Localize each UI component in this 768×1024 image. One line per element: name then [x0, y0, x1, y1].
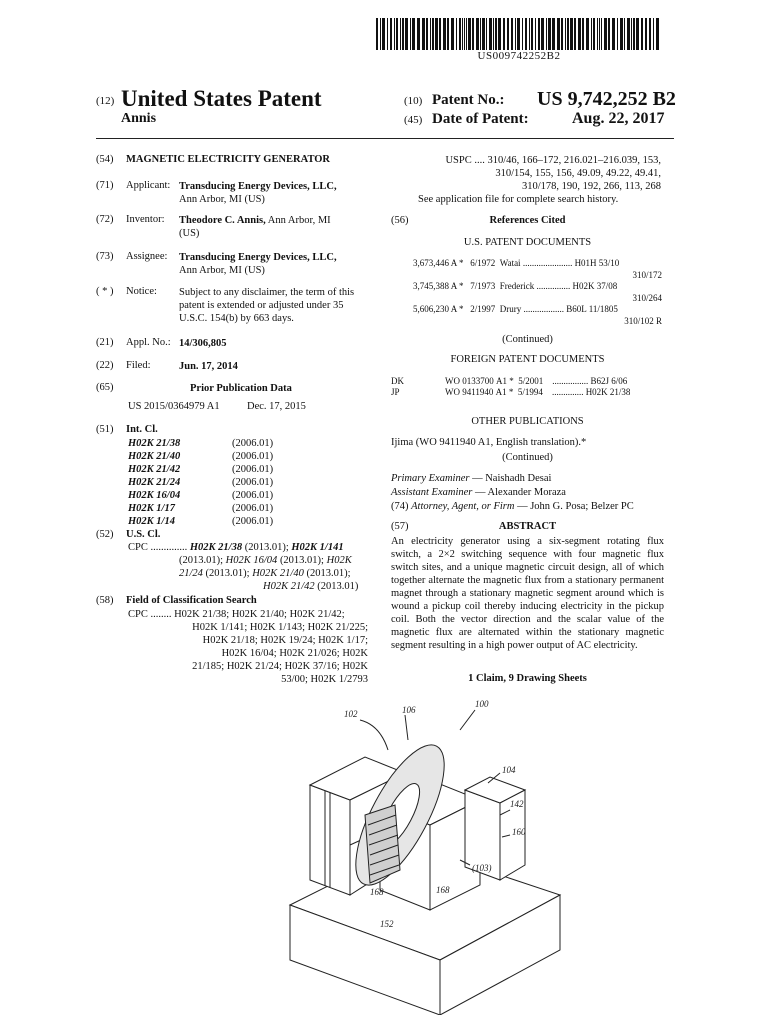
field-search-line: 53/00; H02K 1/2793	[281, 674, 368, 685]
int-cl-year: (2006.01)	[232, 477, 274, 488]
ref-label-168b: 168	[436, 885, 450, 895]
barcode-bar	[641, 18, 643, 50]
ref-date: 2/1997	[470, 304, 496, 314]
int-cl-row	[128, 502, 273, 515]
code-65: (65)	[96, 382, 114, 393]
applicant-location: Ann Arbor, MI (US)	[179, 194, 265, 205]
barcode-bar	[612, 18, 615, 50]
barcode-bar	[608, 18, 610, 50]
ref-star: *	[459, 281, 464, 291]
barcode-bar	[515, 18, 516, 50]
int-cl-class: H02K 21/40	[128, 451, 181, 462]
int-cl-row	[128, 450, 273, 463]
ref-label-102: 102	[344, 709, 358, 719]
fp-date: 5/1994	[517, 387, 543, 397]
fp-date: 5/2001	[518, 376, 544, 386]
barcode-bar	[466, 18, 467, 50]
code-10: (10)	[404, 95, 423, 107]
int-cl-class: H02K 16/04	[128, 490, 181, 501]
barcode-bar	[624, 18, 625, 50]
barcode-bar	[522, 18, 523, 50]
cpc-year: (2013.01)	[314, 581, 359, 592]
int-cl-class: H02K 1/14	[128, 516, 175, 527]
cpc-year: (2013.01);	[202, 568, 253, 579]
foreign-reference-row	[391, 376, 627, 387]
barcode-bar	[620, 18, 623, 50]
barcode-bar	[472, 18, 474, 50]
date-of-patent: Aug. 22, 2017	[572, 110, 665, 127]
ref-name: Frederick	[499, 281, 535, 291]
field-search-line: H02K 1/141; H02K 1/143; H02K 21/225;	[192, 622, 368, 633]
cpc-class: H02K 16/04	[225, 555, 278, 566]
leader-line	[360, 720, 388, 750]
barcode-bar	[599, 18, 600, 50]
primary-examiner-label: Primary Examiner	[391, 473, 470, 484]
code-54: (54)	[96, 154, 114, 165]
fp-class: B62J 6/06	[590, 376, 628, 386]
barcode-bar	[382, 18, 385, 50]
cpc-class: H02K	[326, 555, 352, 566]
barcode-bar	[541, 18, 544, 50]
ref-label-152: 152	[380, 919, 394, 929]
barcode-bar	[597, 18, 598, 50]
barcode-bar	[627, 18, 630, 50]
ref-dots: ..................	[523, 304, 565, 314]
barcode-bar	[567, 18, 569, 50]
field-search-line: H02K 21/18; H02K 19/24; H02K 1/17;	[202, 635, 368, 646]
uspc-note: See application file for complete search history.	[418, 194, 619, 205]
us-cl-label: U.S. Cl.	[126, 529, 161, 540]
us-cl-line	[128, 541, 344, 554]
fp-dots: ..............	[551, 387, 584, 397]
attorney	[391, 500, 634, 513]
inventor-location: Ann Arbor, MI	[267, 215, 331, 226]
code-58: (58)	[96, 595, 114, 606]
attorney-name: — John G. Posa; Belzer PC	[514, 501, 634, 512]
barcode-bar	[548, 18, 551, 50]
cpc-class: H02K 21/40	[252, 568, 304, 579]
applicant-name: Transducing Energy Devices, LLC,	[179, 181, 337, 192]
barcode-bar	[507, 18, 509, 50]
ref-label-142: 142	[510, 799, 524, 809]
ref-star: *	[459, 304, 464, 314]
cpc-class: 21/24	[179, 568, 203, 579]
document-type-title: United States Patent	[121, 86, 322, 111]
barcode-bar	[546, 18, 547, 50]
barcode-bar	[464, 18, 465, 50]
ref-class: H01H 53/10	[574, 258, 620, 268]
barcode-bar	[617, 18, 618, 50]
fp-dots: ................	[552, 376, 589, 386]
ref-label-168a: 168	[370, 887, 384, 897]
int-cl-year: (2006.01)	[232, 503, 274, 514]
prior-publication-number: US 2015/0364979 A1	[128, 401, 220, 412]
invention-title: MAGNETIC ELECTRICITY GENERATOR	[126, 154, 331, 165]
assistant-examiner-name: — Alexander Moraza	[472, 487, 566, 498]
filed-value: Jun. 17, 2014	[179, 361, 238, 372]
applicant-label: Applicant:	[126, 180, 171, 191]
code-21: (21)	[96, 337, 114, 348]
barcode-bar	[511, 18, 513, 50]
other-publications-heading: OTHER PUBLICATIONS	[471, 416, 584, 427]
ref-label-104: 104	[502, 765, 516, 775]
barcode-bar	[468, 18, 471, 50]
ref-star: *	[459, 258, 464, 268]
pickup-coil	[365, 805, 400, 883]
barcode-bar	[631, 18, 632, 50]
reference-row	[413, 280, 617, 292]
barcode-bar	[489, 18, 492, 50]
barcode-bar	[459, 18, 461, 50]
ref-number: 5,606,230	[413, 304, 449, 314]
inventor-name: Theodore C. Annis,	[179, 215, 266, 226]
ref-number: 3,745,388	[413, 281, 449, 291]
cpc-year: (2013.01);	[242, 542, 292, 553]
fp-country: DK	[391, 376, 404, 386]
barcode-bar	[405, 18, 408, 50]
ref-class: H02K 37/08	[572, 281, 618, 291]
ref-name: Drury	[499, 304, 522, 314]
int-cl-row	[128, 515, 273, 528]
barcode-bar	[604, 18, 607, 50]
reference-subclass: 310/172	[632, 270, 662, 280]
field-search-line: CPC ........ H02K 21/38; H02K 21/40; H02K 21/42;	[128, 609, 345, 620]
barcode-bar	[586, 18, 589, 50]
field-search-label: Field of Classification Search	[126, 595, 257, 606]
barcode-bar	[480, 18, 481, 50]
barcode-bar	[482, 18, 485, 50]
filed-label: Filed:	[126, 360, 151, 371]
leader-line	[405, 715, 408, 740]
barcode-bar	[525, 18, 527, 50]
fp-kind: A1	[496, 376, 507, 386]
ref-label-103: (103)	[472, 863, 492, 873]
barcode-bar	[447, 18, 449, 50]
barcode-bar	[633, 18, 635, 50]
barcode-bar	[396, 18, 398, 50]
barcode-bar	[426, 18, 428, 50]
barcode-bar	[495, 18, 497, 50]
leader-line	[460, 710, 475, 730]
uspc-line: USPC .... 310/46, 166–172, 216.021–216.039, 153,	[445, 155, 661, 166]
patent-number: US 9,742,252 B2	[537, 88, 676, 110]
notice-line: patent is extended or adjusted under 35	[179, 300, 344, 311]
int-cl-list	[128, 437, 273, 528]
ref-dots: ...............	[536, 281, 571, 291]
barcode-bar	[394, 18, 395, 50]
foreign-documents-heading: FOREIGN PATENT DOCUMENTS	[450, 354, 605, 365]
fp-star: *	[509, 376, 514, 386]
patent-number-label: Patent No.:	[432, 92, 505, 108]
code-57: (57)	[391, 521, 409, 532]
barcode-bar	[578, 18, 581, 50]
representative-drawing	[270, 695, 570, 1015]
ref-number: 3,673,446	[413, 258, 449, 268]
fp-class: H02K 21/38	[585, 387, 631, 397]
inventor-country: (US)	[179, 228, 200, 239]
barcode-bar	[417, 18, 420, 50]
barcode-bar	[653, 18, 654, 50]
reference-row	[413, 257, 619, 269]
code-notice: ( * )	[96, 286, 114, 297]
barcode-bar	[498, 18, 501, 50]
header-divider	[96, 138, 674, 139]
cpc-year: (2013.01);	[179, 555, 226, 566]
abstract-heading: ABSTRACT	[498, 521, 557, 532]
cpc-prefix: CPC ..............	[128, 542, 188, 553]
int-cl-year: (2006.01)	[232, 451, 274, 462]
int-cl-row	[128, 437, 273, 450]
notice-line: U.S.C. 154(b) by 663 days.	[179, 313, 294, 324]
barcode-bar	[561, 18, 563, 50]
other-publication: Ijima (WO 9411940 A1, English translation).*	[391, 437, 587, 448]
code-72: (72)	[96, 214, 114, 225]
uspc-line: 310/154, 155, 156, 49.09, 49.22, 49.41,	[495, 168, 661, 179]
barcode-bar	[645, 18, 647, 50]
fp-number: WO 0133700	[445, 376, 494, 386]
uspc-line: 310/178, 190, 192, 266, 113, 268	[521, 181, 661, 192]
barcode-bar	[476, 18, 479, 50]
barcode-bar	[432, 18, 434, 50]
int-cl-year: (2006.01)	[232, 464, 274, 475]
fp-star: *	[508, 387, 514, 397]
inventor-label: Inventor:	[126, 214, 165, 225]
us-cl-line	[179, 567, 351, 580]
appl-no-value: 14/306,805	[179, 338, 227, 349]
barcode-number: US009742252B2	[477, 50, 561, 62]
ref-date: 7/1973	[470, 281, 496, 291]
cpc-year: (2013.01);	[277, 555, 327, 566]
int-cl-class: H02K 21/42	[128, 464, 181, 475]
barcode-bar	[574, 18, 576, 50]
barcode-bar	[570, 18, 573, 50]
barcode-bar	[486, 18, 487, 50]
abstract-text: An electricity generator using a six-segment rotating flux switch, a 2×2 switching sequence with four magnetic flux switch sites, and a unique magnetic circuit design, all of which together alternate the magnetic flux from a stationary permanent magnet through a stationary magnetic segment around which is wound a pickup coil thereby inducing electricity in the pickup coil. Both the vector direction and the scalar value of the magnetic flux are alternated within the stationary magnetic segment resulting in a high power output of AC electricity.	[391, 536, 664, 651]
int-cl-row	[128, 489, 273, 502]
barcode-bar	[443, 18, 446, 50]
barcode-bar	[422, 18, 425, 50]
int-cl-row	[128, 463, 273, 476]
cpc-class: H02K 1/141	[291, 542, 344, 553]
barcode-bar	[503, 18, 505, 50]
cpc-class: H02K 21/38	[189, 542, 243, 553]
references-heading: References Cited	[489, 215, 566, 226]
barcode-bar	[517, 18, 520, 50]
barcode-bar	[601, 18, 602, 50]
fp-kind: A1	[495, 387, 507, 397]
appl-no-label: Appl. No.:	[126, 337, 171, 348]
barcode-bar	[402, 18, 404, 50]
barcode-bar	[535, 18, 536, 50]
claims-summary: 1 Claim, 9 Drawing Sheets	[468, 673, 587, 684]
ref-name: Watai	[499, 258, 521, 268]
assignee-location: Ann Arbor, MI (US)	[179, 265, 265, 276]
barcode-bar	[462, 18, 463, 50]
barcode-bar	[435, 18, 438, 50]
cpc-year: (2013.01);	[303, 568, 351, 579]
us-cl-line	[179, 554, 352, 567]
assignee-name: Transducing Energy Devices, LLC,	[179, 252, 337, 263]
barcode-bar	[456, 18, 457, 50]
inventor-surname: Annis	[121, 111, 157, 126]
int-cl-class: H02K 21/38	[128, 438, 181, 449]
barcode-bar	[376, 18, 378, 50]
field-search-line: H02K 16/04; H02K 21/026; H02K	[221, 648, 368, 659]
ref-label-100: 100	[475, 699, 489, 709]
fp-number: WO 9411940	[445, 387, 494, 397]
barcode-bar	[531, 18, 533, 50]
cpc-class: H02K 21/42	[263, 581, 315, 592]
barcode-bar	[410, 18, 411, 50]
int-cl-class: H02K 21/24	[128, 477, 181, 488]
code-22: (22)	[96, 360, 114, 371]
code-52: (52)	[96, 529, 114, 540]
barcode-bar	[552, 18, 555, 50]
prior-publication-date: Dec. 17, 2015	[247, 401, 306, 412]
int-cl-year: (2006.01)	[232, 438, 274, 449]
barcode-bar	[387, 18, 388, 50]
int-cl-row	[128, 476, 273, 489]
continued-note: (Continued)	[502, 334, 553, 345]
code-74: (74)	[391, 501, 412, 512]
barcode-bar	[390, 18, 392, 50]
primary-examiner-name: — Naishadh Desai	[469, 473, 552, 484]
barcode-bar	[649, 18, 651, 50]
ref-kind: A	[450, 258, 457, 268]
us-cl-line	[263, 580, 358, 593]
reference-subclass: 310/264	[632, 293, 662, 303]
ref-label-106: 106	[402, 705, 416, 715]
assistant-examiner	[391, 486, 566, 499]
notice-label: Notice:	[126, 286, 157, 297]
attorney-label: Attorney, Agent, or Firm	[411, 501, 515, 512]
code-56: (56)	[391, 215, 409, 226]
continued-note: (Continued)	[502, 452, 553, 463]
barcode-bar	[412, 18, 415, 50]
ref-kind: A	[450, 304, 457, 314]
barcode-bar	[636, 18, 639, 50]
code-51: (51)	[96, 424, 114, 435]
barcode-bar	[656, 18, 659, 50]
primary-examiner	[391, 472, 551, 485]
reference-subclass: 310/102 R	[624, 316, 662, 326]
assignee-label: Assignee:	[126, 251, 168, 262]
code-45: (45)	[404, 114, 423, 126]
ref-kind: A	[450, 281, 457, 291]
barcode-bar	[380, 18, 381, 50]
reference-row	[413, 303, 618, 315]
barcode-bar	[451, 18, 454, 50]
foreign-reference-row	[391, 387, 630, 398]
barcode-bar	[538, 18, 540, 50]
us-patent-documents-heading: U.S. PATENT DOCUMENTS	[463, 237, 592, 248]
barcode-bar	[591, 18, 592, 50]
barcode-bar	[439, 18, 441, 50]
int-cl-class: H02K 1/17	[128, 503, 175, 514]
ref-dots: ......................	[522, 258, 573, 268]
notice-line: Subject to any disclaimer, the term of this	[179, 287, 355, 298]
ref-class: B60L 11/1805	[566, 304, 618, 314]
int-cl-label: Int. Cl.	[126, 424, 158, 435]
barcode-bar	[430, 18, 431, 50]
field-search-line: 21/185; H02K 21/24; H02K 37/16; H02K	[192, 661, 368, 672]
barcode-bar	[593, 18, 595, 50]
fp-country: JP	[391, 387, 400, 397]
barcode-bar	[582, 18, 584, 50]
code-73: (73)	[96, 251, 114, 262]
barcode-bar	[400, 18, 401, 50]
inventor-entry	[179, 214, 331, 227]
barcode-bar	[493, 18, 494, 50]
barcode-bar	[557, 18, 560, 50]
code-71: (71)	[96, 180, 114, 191]
prior-publication-heading: Prior Publication Data	[190, 383, 292, 394]
barcode-bar	[565, 18, 566, 50]
barcode	[376, 18, 662, 50]
barcode-bar	[529, 18, 530, 50]
int-cl-year: (2006.01)	[232, 516, 274, 527]
code-12: (12)	[96, 95, 115, 107]
int-cl-year: (2006.01)	[232, 490, 274, 501]
assistant-examiner-label: Assistant Examiner	[391, 487, 473, 498]
ref-label-160: 160	[512, 827, 526, 837]
date-of-patent-label: Date of Patent:	[432, 111, 529, 127]
ref-date: 6/1972	[470, 258, 496, 268]
